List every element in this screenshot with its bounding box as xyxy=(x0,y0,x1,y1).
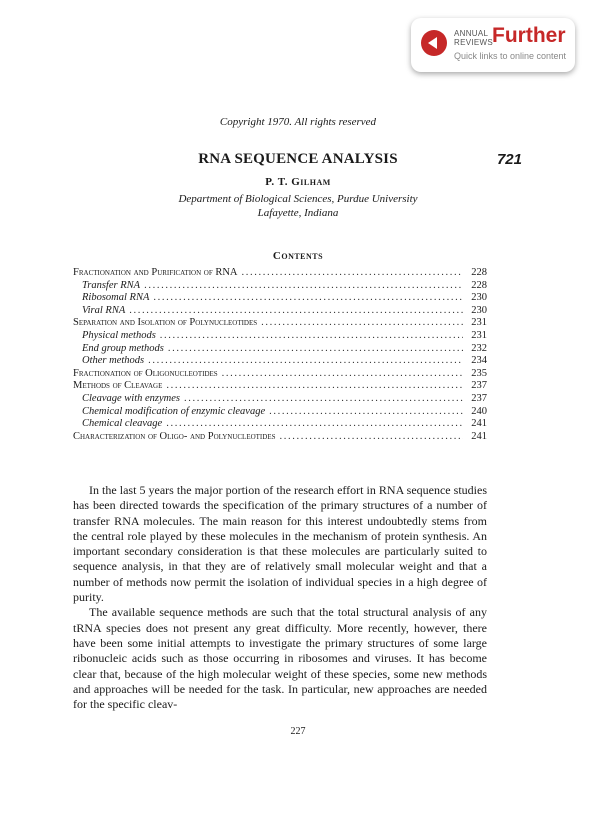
paragraph-1: In the last 5 years the major portion of the research effort in RNA sequence studies has been directed towards the specification of the primary structures of a number of transfer RNA molecules. The main reason for this interest undoubtedly stems from the central role played by these molecules in the mechanism of protein synthesis. An important secondary consideration is that these molecules are particularly suited to sequence analysis, in that they are of relatively small molecular weight and that a number of methods now permit the isolation of individual species in a high degree of purity. xyxy=(73,483,487,605)
toc-entry-page: 235 xyxy=(471,367,487,379)
toc-entry[interactable] xyxy=(73,343,487,356)
toc-entry[interactable] xyxy=(73,406,487,419)
toc-entry-page: 228 xyxy=(471,267,487,278)
toc-entry-label: Viral RNA xyxy=(82,304,126,316)
toc-entry-page: 237 xyxy=(471,392,487,404)
toc-entry[interactable] xyxy=(73,393,487,406)
toc-entry-label: Separation and Isolation of Polynucleotides xyxy=(73,317,258,329)
toc-entry-label: Chemical modification of enzymic cleavage xyxy=(82,405,266,417)
table-of-contents xyxy=(73,267,487,443)
journal-page-number: 721 xyxy=(496,151,522,168)
toc-entry-page: 240 xyxy=(471,405,487,417)
toc-leader-dots xyxy=(168,343,463,356)
toc-entry-label: Fractionation and Purification of RNA xyxy=(73,267,238,278)
toc-entry-page: 241 xyxy=(471,430,487,442)
toc-leader-dots xyxy=(222,368,463,381)
copyright-notice: Copyright 1970. All rights reserved xyxy=(219,116,377,128)
toc-leader-dots xyxy=(166,380,463,393)
affiliation-department: Department of Biological Sciences, Purdue University xyxy=(178,193,418,205)
toc-entry[interactable] xyxy=(73,267,487,280)
toc-entry-label: Other methods xyxy=(82,355,145,367)
toc-leader-dots xyxy=(261,317,463,330)
toc-entry[interactable] xyxy=(73,355,487,368)
article-title: RNA SEQUENCE ANALYSIS xyxy=(198,151,398,167)
toc-leader-dots xyxy=(144,280,463,293)
toc-entry-page: 232 xyxy=(471,342,487,354)
toc-entry-page: 230 xyxy=(471,304,487,316)
further-subtitle: Quick links to online content xyxy=(454,51,567,61)
contents-heading: Contents xyxy=(272,250,324,262)
toc-entry-label: Fractionation of Oligonucleotides xyxy=(73,367,218,379)
toc-leader-dots xyxy=(242,267,463,280)
toc-leader-dots xyxy=(148,355,463,368)
toc-entry[interactable] xyxy=(73,380,487,393)
toc-entry-label: Cleavage with enzymes xyxy=(82,392,180,404)
toc-entry-label: Physical methods xyxy=(82,329,156,341)
toc-leader-dots xyxy=(129,305,463,318)
paragraph-2: The available sequence methods are such that the total structural analysis of any tRNA species does not present any great difficulty. More recently, however, there have been some initial attempts to investigate the primary structures of some large ribonucleic acids such as those occurring in ribosomes and viruses. It has become clear that, because of the high molecular weight of these species, some new methods and approaches will be needed for the task. In particular, new approaches are needed for the specific cleav- xyxy=(73,605,487,712)
toc-leader-dots xyxy=(166,418,463,431)
back-arrow-icon xyxy=(421,30,447,56)
toc-entry-page: 237 xyxy=(471,380,487,392)
toc-entry[interactable] xyxy=(73,317,487,330)
toc-leader-dots xyxy=(153,292,463,305)
toc-leader-dots xyxy=(279,431,463,444)
toc-leader-dots xyxy=(160,330,463,343)
toc-entry[interactable] xyxy=(73,330,487,343)
toc-leader-dots xyxy=(184,393,463,406)
toc-entry-page: 241 xyxy=(471,418,487,430)
toc-entry-label: Characterization of Oligo- and Polynucleotides xyxy=(73,430,276,442)
toc-leader-dots xyxy=(269,406,463,419)
toc-entry[interactable] xyxy=(73,280,487,293)
toc-entry[interactable] xyxy=(73,418,487,431)
toc-entry-label: End group methods xyxy=(82,342,164,354)
annual-reviews-label: ANNUAL REVIEWS xyxy=(454,29,493,47)
toc-entry-label: Transfer RNA xyxy=(82,279,141,291)
author-name: P. T. Gilham xyxy=(265,176,331,188)
toc-entry-page: 231 xyxy=(471,317,487,329)
toc-entry[interactable] xyxy=(73,305,487,318)
page-number: 227 xyxy=(290,726,306,737)
toc-entry-page: 230 xyxy=(471,292,487,304)
toc-entry[interactable] xyxy=(73,431,487,444)
toc-entry-label: Chemical cleavage xyxy=(82,418,163,430)
toc-entry[interactable] xyxy=(73,292,487,305)
body-text xyxy=(73,483,487,712)
further-badge[interactable] xyxy=(411,18,575,72)
toc-entry-page: 234 xyxy=(471,355,487,367)
toc-entry[interactable] xyxy=(73,368,487,381)
toc-entry-label: Methods of Cleavage xyxy=(73,380,163,392)
toc-entry-page: 228 xyxy=(471,279,487,291)
toc-entry-page: 231 xyxy=(471,329,487,341)
affiliation-location: Lafayette, Indiana xyxy=(257,207,339,219)
toc-entry-label: Ribosomal RNA xyxy=(82,292,150,304)
further-label: Further xyxy=(492,24,566,47)
